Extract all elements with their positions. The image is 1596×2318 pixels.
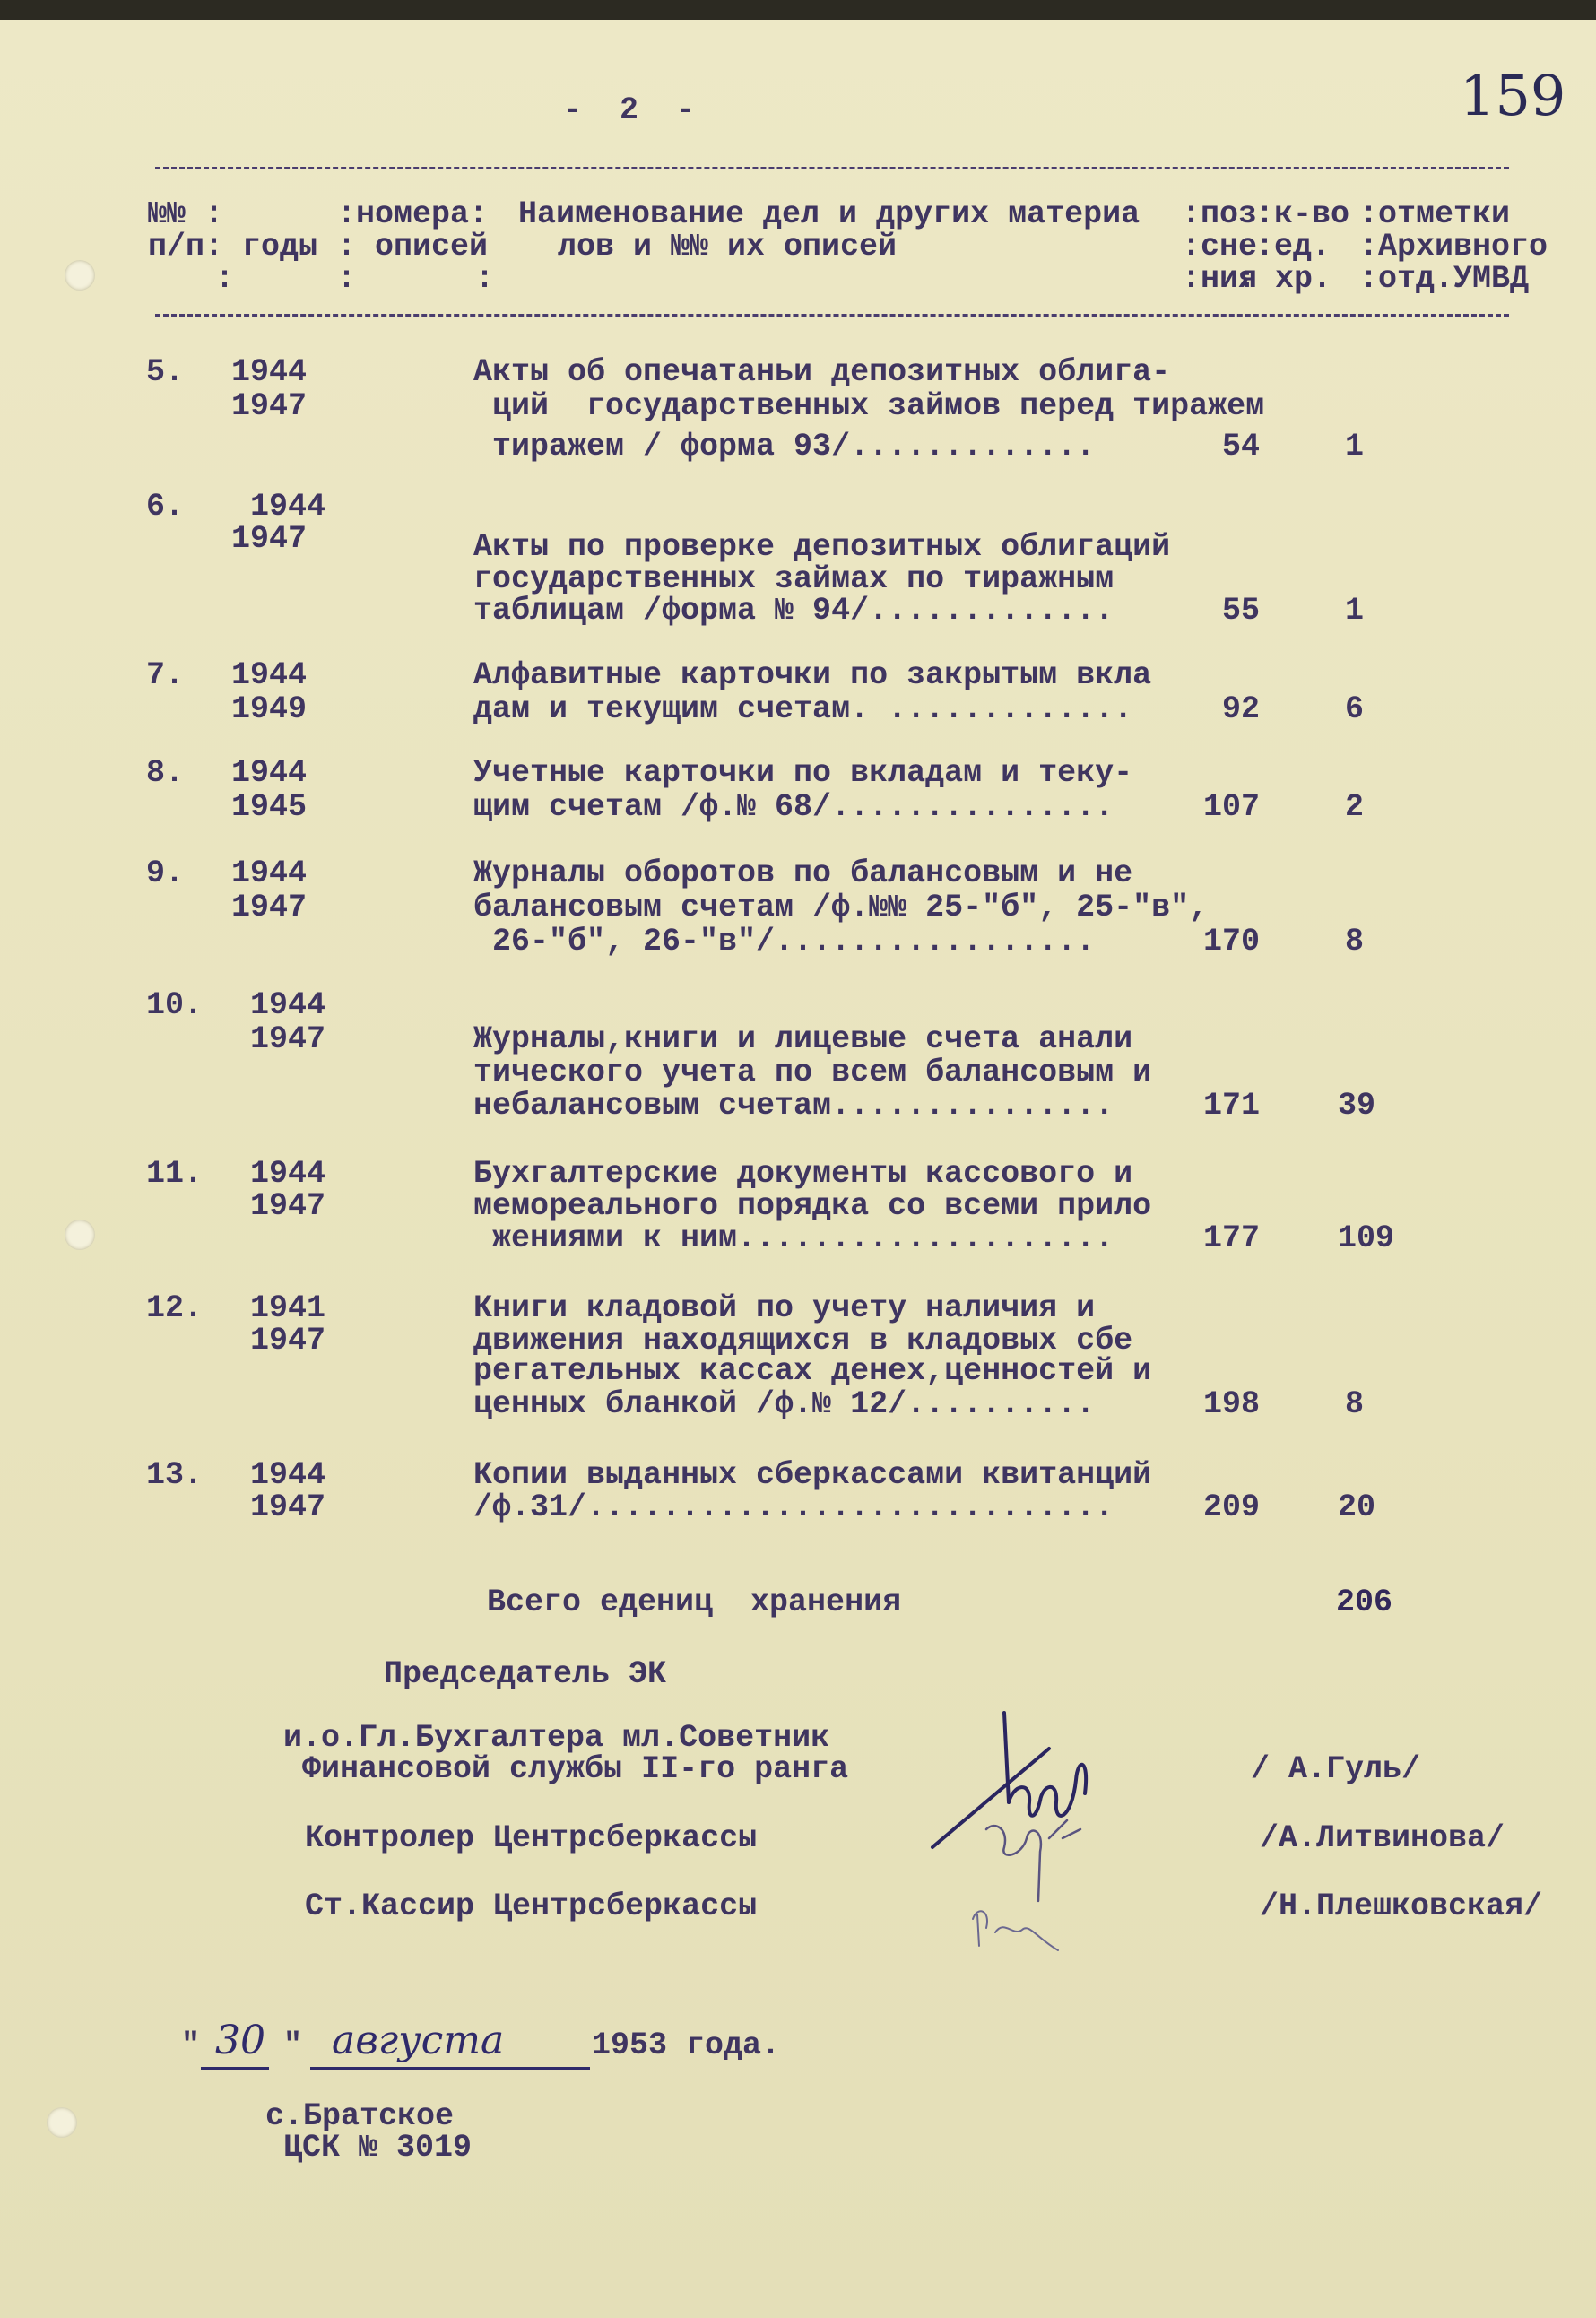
header-col-pos-2: :сне: [1182, 229, 1258, 265]
entry-units: 1: [1345, 429, 1365, 464]
entry-description-line: щим счетам /ф.№ 68/...............: [473, 789, 1115, 825]
entry-year: 1947: [231, 1323, 326, 1359]
entry-position: 209: [1203, 1489, 1261, 1525]
entry-position: 107: [1203, 789, 1261, 825]
entry-position: 198: [1203, 1386, 1261, 1422]
cashier-name: /Н.Плешковская/: [1260, 1888, 1543, 1924]
entry-position: 54: [1222, 429, 1261, 464]
entry-position: 55: [1222, 593, 1261, 629]
entry-units: 109: [1338, 1220, 1395, 1256]
controller-label: Контролер Центрсберкассы: [305, 1820, 758, 1856]
place-village: с.Братское: [265, 2098, 455, 2134]
entry-year: 1941: [231, 1290, 326, 1326]
accountant-title-1: и.о.Гл.Бухгалтера мл.Советник: [283, 1720, 830, 1756]
header-col-marks-1: :отметки: [1359, 196, 1511, 232]
header-col-sep: :: [337, 261, 357, 297]
entry-year: 1945: [231, 789, 308, 825]
entry-year: 1947: [231, 890, 308, 925]
entry-description-line: балансовым счетам /ф.№№ 25-"б", 25-"в",: [473, 890, 1209, 925]
header-bottom-rule: [155, 314, 1509, 317]
header-col-num-2: п/п:: [148, 229, 224, 265]
header-col-count-1: :к-во: [1255, 196, 1350, 232]
entry-description-line: государственных займах по тиражным: [473, 561, 1115, 597]
entry-number: 7.: [146, 657, 185, 693]
header-col-pos-3: :ния: [1182, 261, 1258, 297]
date-day-underline: [201, 2067, 269, 2070]
entry-description-line: Журналы,книги и лицевые счета анали: [473, 1021, 1133, 1057]
accountant-title-2: Финансовой службы II-го ранга: [283, 1751, 849, 1787]
place-office: ЦСК № 3019: [283, 2130, 473, 2166]
entry-number: 13.: [146, 1457, 204, 1493]
entry-year: 1947: [231, 1021, 326, 1057]
entry-description-line: Журналы оборотов по балансовым и не: [473, 855, 1133, 891]
entry-units: 6: [1345, 691, 1365, 727]
date-quote-close: ": [283, 2027, 303, 2063]
entry-year: 1947: [231, 1489, 326, 1525]
scan-edge: [0, 0, 1596, 20]
sheet-number: 159: [1460, 63, 1566, 128]
entry-number: 12.: [146, 1290, 204, 1326]
entry-description-line: Учетные карточки по вкладам и теку-: [473, 755, 1133, 791]
header-top-rule: [155, 167, 1509, 169]
entry-description-line: жениями к ним....................: [473, 1220, 1115, 1256]
entry-number: 9.: [146, 855, 185, 891]
entry-year: 1944: [231, 1457, 326, 1493]
entry-description-line: небалансовым счетам...............: [473, 1088, 1115, 1124]
punch-hole: [47, 2107, 77, 2138]
punch-hole: [65, 260, 95, 291]
chairman-label: Председатель ЭК: [384, 1656, 667, 1692]
handwritten-signatures: [924, 1695, 1121, 1955]
entry-year: 1944: [231, 657, 308, 693]
entry-year: 1944: [231, 1156, 326, 1192]
entry-description-line: Бухгалтерские документы кассового и: [473, 1156, 1133, 1192]
date-quote-open: ": [181, 2027, 201, 2063]
entry-number: 8.: [146, 755, 185, 791]
header-col-pos-1: :поз: [1182, 196, 1258, 232]
entry-position: 171: [1203, 1088, 1261, 1124]
entry-number: 5.: [146, 354, 185, 390]
entry-year: 1944: [231, 489, 326, 525]
header-col-years: годы: [242, 229, 318, 265]
entry-units: 20: [1338, 1489, 1376, 1525]
header-col-sep: :: [475, 261, 495, 297]
date-month-underline: [310, 2067, 590, 2070]
punch-hole: [65, 1220, 95, 1250]
total-label: Всего едениц хранения: [487, 1584, 902, 1620]
entry-description-line: Акты об опечатаньи депозитных облига-: [473, 354, 1171, 390]
entry-number: 6.: [146, 489, 185, 525]
entry-description-line: Алфавитные карточки по закрытым вкла: [473, 657, 1152, 693]
header-col-inventory-1: :номера:: [337, 196, 489, 232]
header-col-marks-2: :Архивного: [1359, 229, 1548, 265]
entry-description-line: Книги кладовой по учету наличия и: [473, 1290, 1096, 1326]
entry-units: 1: [1345, 593, 1365, 629]
entry-units: 39: [1338, 1088, 1376, 1124]
date-year: 1953 года.: [592, 2027, 781, 2063]
entry-description-line: мемореального порядка со всеми прило: [473, 1188, 1152, 1224]
entry-year: 1947: [231, 1188, 326, 1224]
entry-units: 8: [1345, 924, 1365, 959]
entry-description-line: таблицам /форма № 94/.............: [473, 593, 1115, 629]
entry-year: 1944: [231, 987, 326, 1023]
entry-description-line: 26-"б", 26-"в"/.................: [473, 924, 1096, 959]
page-number: - 2 -: [563, 92, 696, 128]
entry-description-line: тического учета по всем балансовым и: [473, 1055, 1152, 1090]
entry-number: 10.: [146, 987, 204, 1023]
header-col-count-2: :ед.: [1255, 229, 1331, 265]
controller-name: /А.Литвинова/: [1260, 1820, 1505, 1856]
entry-position: 177: [1203, 1220, 1261, 1256]
cashier-label: Ст.Кассир Центрсберкассы: [305, 1888, 758, 1924]
entry-description-line: ций государственных займов перед тиражем: [473, 388, 1265, 424]
entry-year: 1947: [231, 388, 308, 424]
entry-year: 1949: [231, 691, 308, 727]
entry-units: 8: [1345, 1386, 1365, 1422]
header-col-inventory-2: : описей: [337, 229, 489, 265]
entry-description-line: регательных кассах денех,ценностей и: [473, 1353, 1152, 1389]
entry-description-line: дам и текущим счетам. .............: [473, 691, 1133, 727]
date-month: августа: [332, 2018, 505, 2063]
entry-year: 1947: [231, 521, 308, 557]
entry-number: 11.: [146, 1156, 204, 1192]
entry-description-line: /ф.31/............................: [473, 1489, 1115, 1525]
header-col-title-2: лов и №№ их описей: [558, 229, 898, 265]
entry-description-line: движения находящихся в кладовых сбе: [473, 1323, 1133, 1359]
header-col-sep: :: [215, 261, 235, 297]
entry-description-line: Копии выданных сберкассами квитанций: [473, 1457, 1152, 1493]
header-col-num-1: №№ :: [148, 196, 224, 232]
entry-year: 1944: [231, 755, 308, 791]
entry-units: 2: [1345, 789, 1365, 825]
accountant-name: / А.Гуль/: [1251, 1751, 1421, 1787]
header-col-marks-3: :отд.УМВД: [1359, 261, 1530, 297]
entry-position: 92: [1222, 691, 1261, 727]
entry-description-line: Акты по проверке депозитных облигаций: [473, 529, 1171, 565]
total-value: 206: [1336, 1584, 1393, 1620]
entry-year: 1944: [231, 855, 308, 891]
entry-description-line: тиражем / форма 93/.............: [473, 429, 1096, 464]
entry-year: 1944: [231, 354, 308, 390]
date-day: 30: [215, 2018, 265, 2063]
header-col-count-3: : хр.: [1237, 261, 1332, 297]
entry-description-line: ценных бланкой /ф.№ 12/..........: [473, 1386, 1096, 1422]
entry-position: 170: [1203, 924, 1261, 959]
header-col-title-1: Наименование дел и других материа: [518, 196, 1141, 232]
